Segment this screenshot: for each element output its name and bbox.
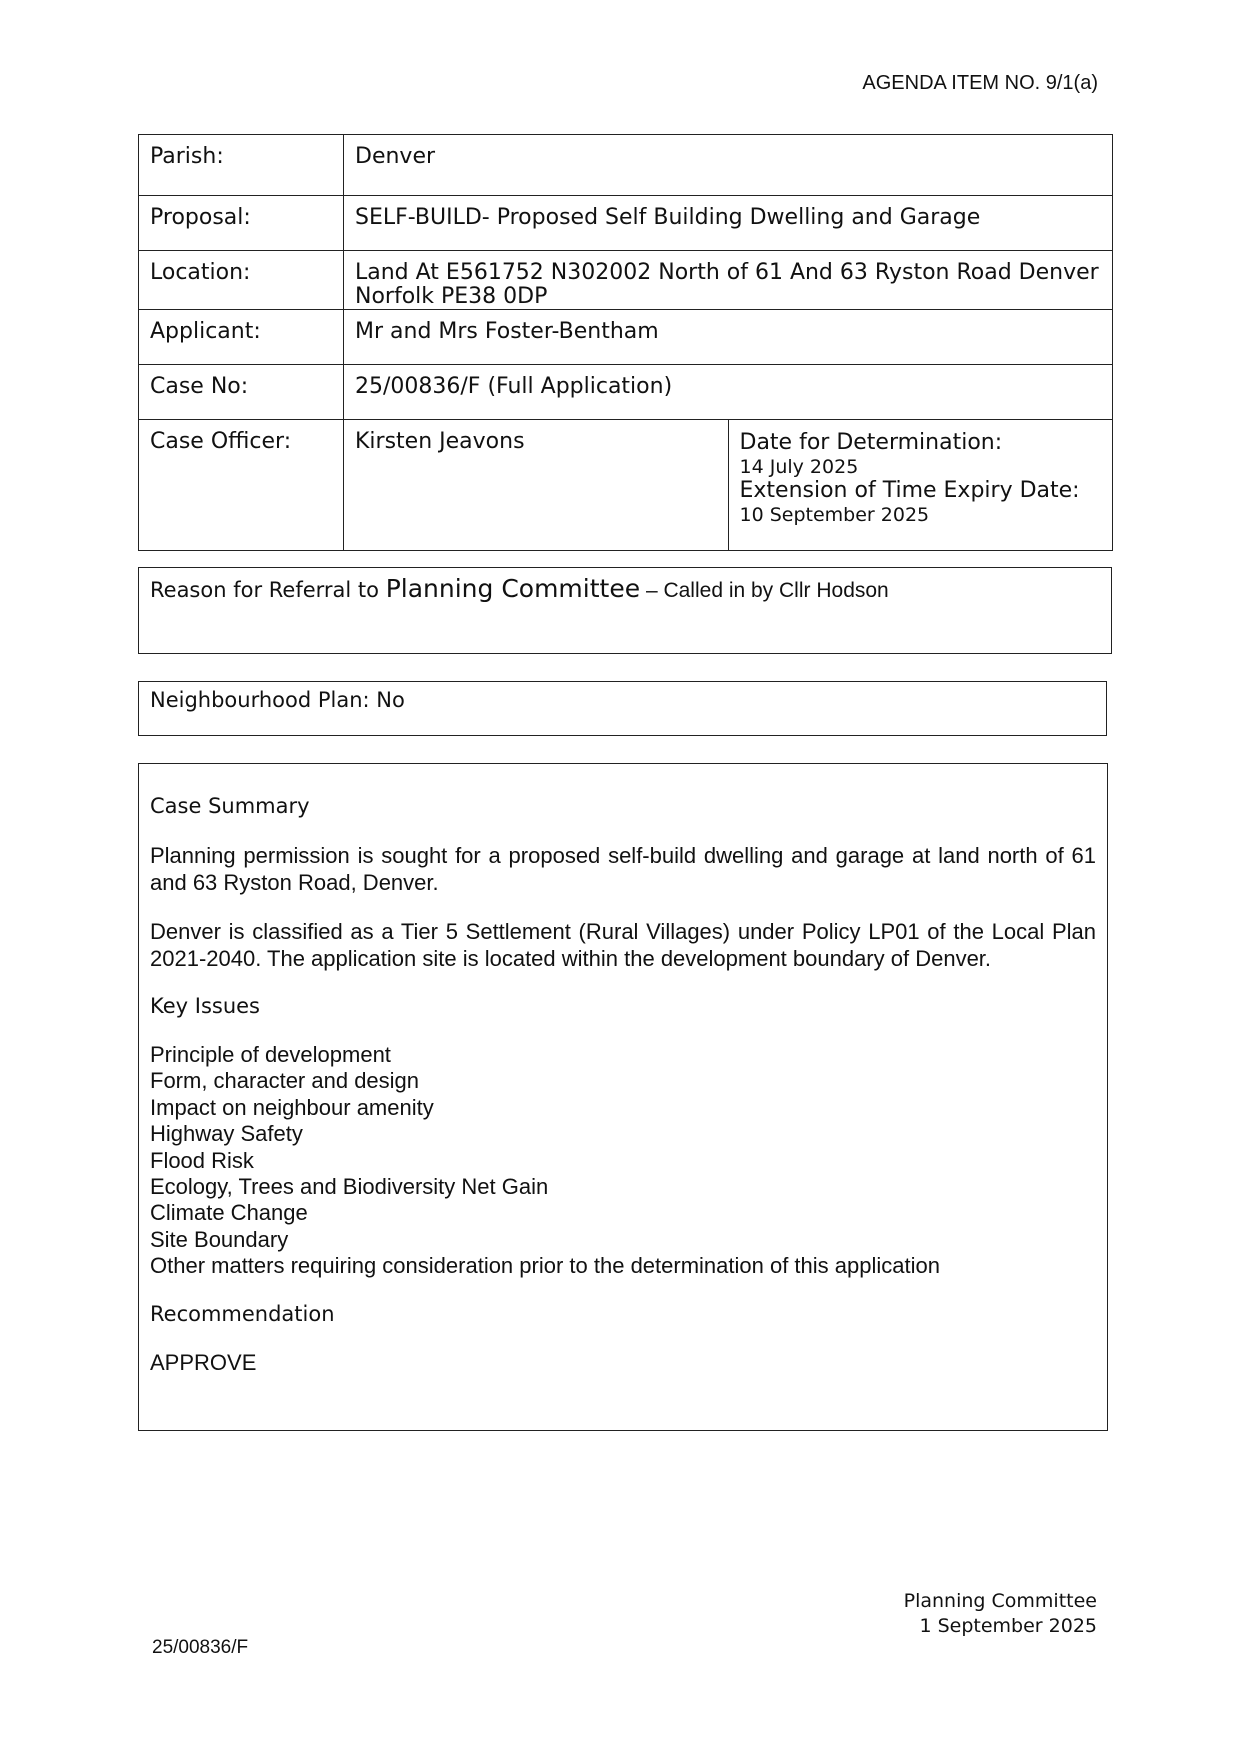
parish-label: Parish: xyxy=(139,135,344,196)
key-issue: Ecology, Trees and Biodiversity Net Gain xyxy=(150,1174,549,1200)
determination-label: Date for Determination: xyxy=(739,430,1003,455)
referral-committee: Planning Committee xyxy=(385,574,641,603)
key-issues-list xyxy=(150,1042,1096,1280)
case-officer-label: Case Officer: xyxy=(139,420,344,551)
row-parish xyxy=(139,135,1113,196)
proposal-label: Proposal: xyxy=(139,196,344,251)
case-officer-value: Kirsten Jeavons xyxy=(344,420,729,551)
neighbourhood-plan-text: Neighbourhood Plan: No xyxy=(150,688,405,712)
recommendation-value: APPROVE xyxy=(150,1349,257,1375)
row-applicant xyxy=(139,310,1113,365)
location-value: Land At E561752 N302002 North of 61 And 63 Ryston Road Denver Norfolk PE38 0DP xyxy=(344,251,1113,310)
footer-reference: 25/00836/F xyxy=(152,1637,249,1658)
case-no-label: Case No: xyxy=(139,365,344,420)
summary-paragraph-2: Denver is classified as a Tier 5 Settlement (Rural Villages) under Policy LP01 of the Local Plan 2021-2040. The application site is located within the development boundary of Denver. xyxy=(150,919,1096,971)
location-label: Location: xyxy=(139,251,344,310)
extension-date: 10 September 2025 xyxy=(739,504,930,526)
row-location xyxy=(139,251,1113,310)
referral-prefix: Reason for Referral to xyxy=(150,578,386,602)
case-no-value: 25/00836/F (Full Application) xyxy=(344,365,1113,420)
application-details-table xyxy=(138,134,1113,551)
case-summary-heading: Case Summary xyxy=(150,794,310,818)
referral-reason: – Called in by Cllr Hodson xyxy=(640,579,889,602)
key-issue: Form, character and design xyxy=(150,1068,420,1094)
referral-box xyxy=(138,567,1112,654)
row-proposal xyxy=(139,196,1113,251)
extension-label: Extension of Time Expiry Date: xyxy=(739,478,1080,503)
key-issue: Principle of development xyxy=(150,1042,391,1067)
neighbourhood-plan-box xyxy=(138,681,1107,736)
footer-date: 1 September 2025 xyxy=(919,1615,1097,1637)
applicant-value: Mr and Mrs Foster-Bentham xyxy=(344,310,1113,365)
summary-paragraph-1: Planning permission is sought for a proposed self-build dwelling and garage at land north of 61 and 63 Ryston Road, Denver. xyxy=(150,843,1096,895)
row-case-no xyxy=(139,365,1113,420)
footer-committee: Planning Committee xyxy=(903,1590,1097,1612)
key-issue: Impact on neighbour amenity xyxy=(150,1094,434,1120)
case-summary-box xyxy=(138,763,1108,1431)
key-issue: Flood Risk xyxy=(150,1147,254,1173)
determination-cell xyxy=(728,420,1113,551)
parish-value: Denver xyxy=(344,135,1113,196)
key-issue: Site Boundary xyxy=(150,1226,289,1252)
agenda-item-number: AGENDA ITEM NO. 9/1(a) xyxy=(862,72,1098,94)
key-issue: Climate Change xyxy=(150,1200,308,1226)
applicant-label: Applicant: xyxy=(139,310,344,365)
determination-date: 14 July 2025 xyxy=(739,456,859,478)
recommendation-heading: Recommendation xyxy=(150,1301,335,1326)
key-issue: Highway Safety xyxy=(150,1121,303,1147)
footer-committee-block xyxy=(904,1589,1097,1639)
row-case-officer xyxy=(139,420,1113,551)
proposal-value: SELF-BUILD- Proposed Self Building Dwelling and Garage xyxy=(344,196,1113,251)
key-issues-heading: Key Issues xyxy=(150,994,260,1018)
key-issue: Other matters requiring consideration prior to the determination of this application xyxy=(150,1253,940,1279)
